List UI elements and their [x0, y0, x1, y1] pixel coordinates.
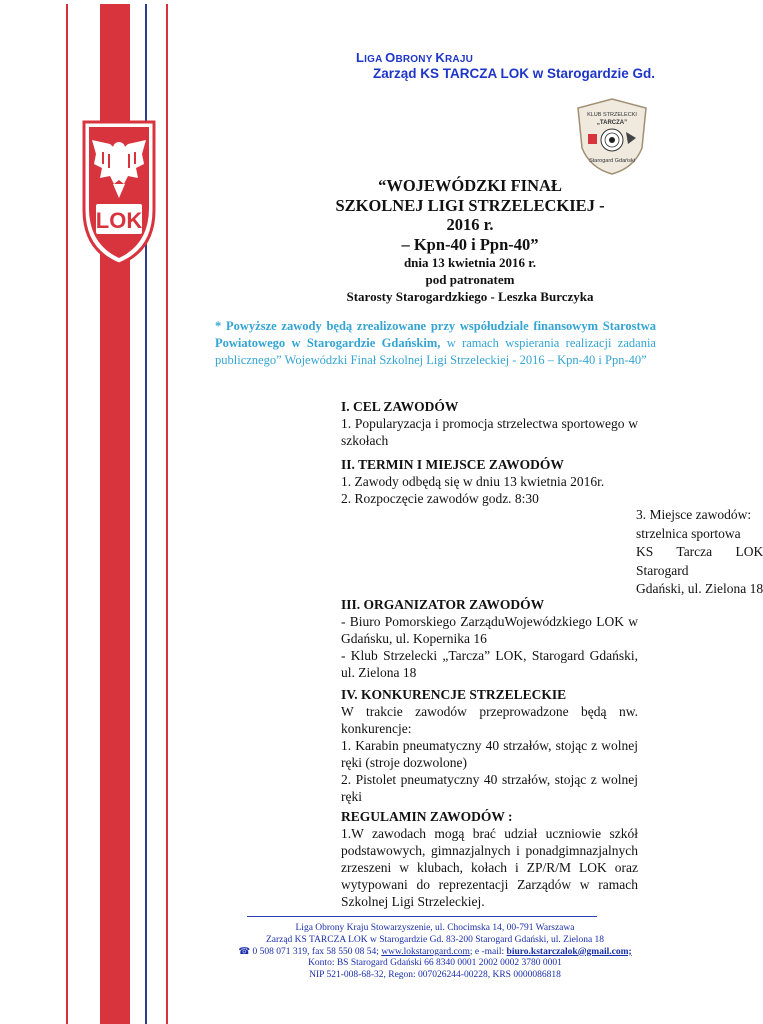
phone-icon: ☎ — [238, 946, 251, 957]
footer-phone: 0 508 071 319, fax 58 550 08 54; — [250, 946, 382, 957]
footer-email-link[interactable]: biuro.kstarczalok@gmail.com; — [506, 946, 632, 957]
section-heading: REGULAMIN ZAWODÓW : — [341, 809, 513, 824]
section-item: - Biuro Pomorskiego ZarząduWojewódzkiego LOK w Gdańsku, ul. Kopernika 16 — [341, 614, 638, 646]
location-line: KS Tarcza LOK — [636, 544, 763, 559]
footer — [200, 923, 670, 982]
section-item: - Klub Strzelecki „Tarcza” LOK, Starogard Gdański, ul. Zielona 18 — [341, 648, 638, 680]
section-termin-location — [636, 506, 763, 599]
section-item: 1. Zawody odbędą się w dniu 13 kwietnia 2016r. — [341, 474, 605, 489]
badge-top-text: KLUB STRZELECKI — [587, 112, 637, 118]
document-subtitle — [300, 254, 640, 305]
title-line-4: – Kpn-40 i Ppn-40” — [401, 234, 539, 254]
tarcza-club-badge — [572, 96, 652, 176]
footer-contact — [200, 947, 670, 959]
footer-address: Liga Obrony Kraju Stowarzyszenie, ul. Chocimska 14, 00-791 Warszawa — [295, 923, 575, 933]
section-organizator — [341, 596, 638, 681]
location-line: 3. Miejsce zawodów: — [636, 507, 752, 522]
emblem-text: LOK — [95, 208, 143, 233]
section-item: 2. Rozpoczęcie zawodów godz. 8:30 — [341, 491, 539, 506]
title-line-1: “WOJEWÓDZKI FINAŁ — [378, 176, 562, 195]
footer-email-label: ; e -mail: — [469, 946, 507, 957]
lok-eagle-emblem — [80, 118, 158, 266]
section-heading: II. TERMIN I MIEJSCE ZAWODÓW — [341, 457, 564, 472]
funding-note-bold: * Powyższe zawody będą zrealizowane przy współudziale finansowym Starostwa Powiatowego w Starogardzie Gdańskim, — [215, 319, 656, 350]
section-text: W trakcie zawodów przeprowadzone będą nw. konkurencje: — [341, 704, 638, 736]
patronage-label: pod patronatem — [425, 272, 515, 287]
badge-crest-icon — [588, 134, 597, 144]
location-line: Starogard — [636, 562, 689, 578]
footer-club-address: Zarząd KS TARCZA LOK w Starogardzie Gd. 83-200 Starogard Gdański, ul. Zielona 18 — [265, 934, 605, 945]
zarzad-heading: Zarząd KS TARCZA LOK w Starogardzie Gd. — [373, 66, 656, 81]
section-heading: I. CEL ZAWODÓW — [341, 399, 459, 414]
section-text: 1. Popularyzacja i promocja strzelectwa sportowego w szkołach — [341, 416, 638, 448]
left-stripe-thin-red-right — [166, 4, 168, 1024]
footer-divider — [247, 916, 597, 917]
liga-obrony-kraju-heading: LIGA OBRONY KRAJU — [356, 50, 474, 65]
event-date: dnia 13 kwietnia 2016 r. — [403, 255, 537, 270]
section-cel — [341, 398, 638, 449]
section-text: 1.W zawodach mogą brać udział uczniowie szkół podstawowych, gimnazjalnych i ponadgimnazjalnych zrzeszeni w klubach, kołach i ZP/R/M LOK oraz wytypowani do reprezentacji Zarządów w ramach Szkolnej Ligi Strzeleckiej. — [341, 826, 638, 909]
section-item: 2. Pistolet pneumatyczny 40 strzałów, stojąc z wolnej ręki — [341, 772, 638, 804]
document-title — [300, 176, 640, 254]
section-regulamin — [341, 808, 638, 910]
section-item: 1. Karabin pneumatyczny 40 strzałów, stojąc z wolnej ręki (stroje dozwolone) — [341, 738, 638, 770]
section-termin — [341, 456, 638, 507]
section-heading: IV. KONKURENCJE STRZELECKIE — [341, 687, 567, 702]
title-line-2: SZKOLNEJ LIGI STRZELECKIEJ - — [335, 195, 605, 215]
footer-website-link[interactable]: www.lokstarogard.com — [381, 946, 470, 957]
location-line: Gdański, ul. Zielona 18 — [636, 581, 763, 596]
funding-note — [215, 318, 656, 369]
section-konkurencje — [341, 686, 638, 805]
section-heading: III. ORGANIZATOR ZAWODÓW — [341, 597, 545, 612]
location-line: strzelnica sportowa — [636, 525, 741, 541]
patron-name: Starosty Starogardzkiego - Leszka Burczyka — [346, 289, 594, 304]
badge-name-text: „TARCZA” — [596, 120, 628, 126]
title-line-3: 2016 r. — [446, 215, 494, 234]
footer-registry: NIP 521-008-68-32, Regon: 007026244-00228, KRS 0000086818 — [309, 970, 561, 981]
badge-bottom-text: Starogard Gdański — [589, 158, 635, 164]
footer-bank-account: Konto: BS Starogard Gdański 66 8340 0001 2002 0002 3780 0001 — [308, 958, 562, 969]
funding-note-rest: w ramach wspierania realizacji zadania publicznego” Wojewódzki Finał Szkolnej Ligi Strzeleckiej - 2016 – Kpn-40 i Ppn-40” — [215, 336, 656, 367]
left-stripe-thin-red — [66, 4, 68, 1024]
